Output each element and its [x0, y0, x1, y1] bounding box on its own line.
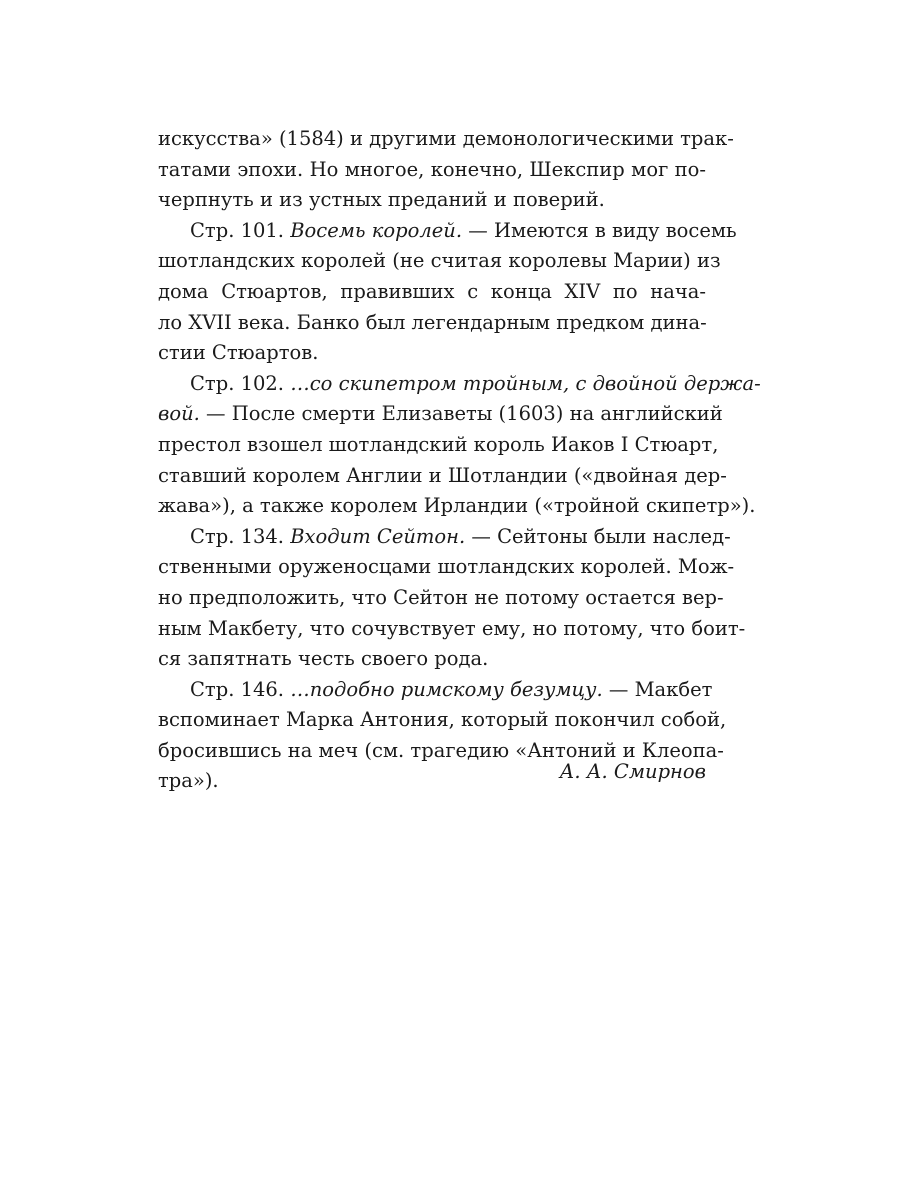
text-run: ло XVII века. Банко был легендарным предком дина-	[158, 310, 707, 334]
text-run: ся запятнать честь своего рода.	[158, 647, 489, 671]
text-run: престол взошел шотландский король Иаков I Стюарт,	[158, 432, 719, 456]
text-line	[158, 614, 746, 645]
text-run: — После смерти Елизаветы (1603) на английский	[199, 402, 723, 426]
text-run: черпнуть и из устных преданий и поверий.	[158, 188, 605, 212]
text-line	[158, 216, 737, 247]
text-run: ставший королем Англии и Шотландии («двойная дер-	[158, 463, 727, 487]
text-line	[158, 338, 706, 369]
paragraph	[158, 369, 761, 522]
italic-phrase: …подобно римскому безумцу.	[290, 677, 603, 701]
text-line	[158, 552, 735, 583]
italic-phrase: вой.	[158, 402, 200, 426]
text-line	[158, 399, 723, 430]
author-signature: А. А. Смирнов	[559, 760, 706, 783]
text-line	[158, 155, 706, 186]
text-run: Стр. 102.	[190, 371, 291, 395]
text-run: ственными оруженосцами шотландских королей. Мож-	[158, 555, 735, 579]
text-line	[158, 461, 727, 492]
text-run: искусства» (1584) и другими демонологическими трак-	[158, 127, 734, 150]
text-run: ным Макбету, что сочувствует ему, но потому, что боит-	[158, 616, 746, 640]
text-run: — Имеются в виду восемь	[462, 218, 737, 242]
italic-phrase: …со скипетром тройным, с двойной держа-	[290, 371, 761, 395]
italic-phrase: Входит Сейтон.	[290, 524, 466, 548]
text-line	[158, 491, 756, 522]
commentary-text	[158, 124, 761, 797]
text-run: татами эпохи. Но многое, конечно, Шекспир мог по-	[158, 157, 706, 181]
text-run: Стр. 134.	[190, 524, 291, 548]
text-line	[158, 430, 719, 461]
paragraph	[158, 124, 734, 216]
text-line	[158, 705, 727, 736]
text-run: но предположить, что Сейтон не потому остается вер-	[158, 585, 724, 609]
text-run: тра»).	[158, 769, 219, 793]
text-line	[158, 308, 706, 339]
text-line	[158, 185, 706, 216]
paragraph	[158, 216, 737, 369]
text-run: вспоминает Марка Антония, который покончил собой,	[158, 708, 727, 732]
text-line	[158, 369, 761, 400]
text-line	[158, 675, 713, 706]
text-line	[158, 277, 706, 308]
text-line	[158, 583, 724, 614]
italic-phrase: Восемь королей.	[290, 218, 463, 242]
text-run: жава»), а также королем Ирландии («тройной скипетр»).	[158, 494, 756, 518]
text-run: Стр. 146.	[190, 677, 291, 701]
text-run: дома Стюартов, правивших с конца XIV по нача-	[158, 279, 706, 303]
text-run: Стр. 101.	[190, 218, 291, 242]
text-run: шотландских королей (не считая королевы Марии) из	[158, 249, 721, 273]
text-line	[158, 246, 721, 277]
paragraph	[158, 522, 746, 675]
text-run: — Макбет	[602, 677, 713, 701]
text-line	[158, 644, 706, 675]
text-run: — Сейтоны были наслед-	[465, 524, 731, 548]
text-run: бросившись на меч (см. трагедию «Антоний и Клеопа-	[158, 738, 724, 762]
text-run: стии Стюартов.	[158, 341, 319, 365]
text-line	[158, 124, 734, 155]
text-line	[158, 522, 731, 553]
